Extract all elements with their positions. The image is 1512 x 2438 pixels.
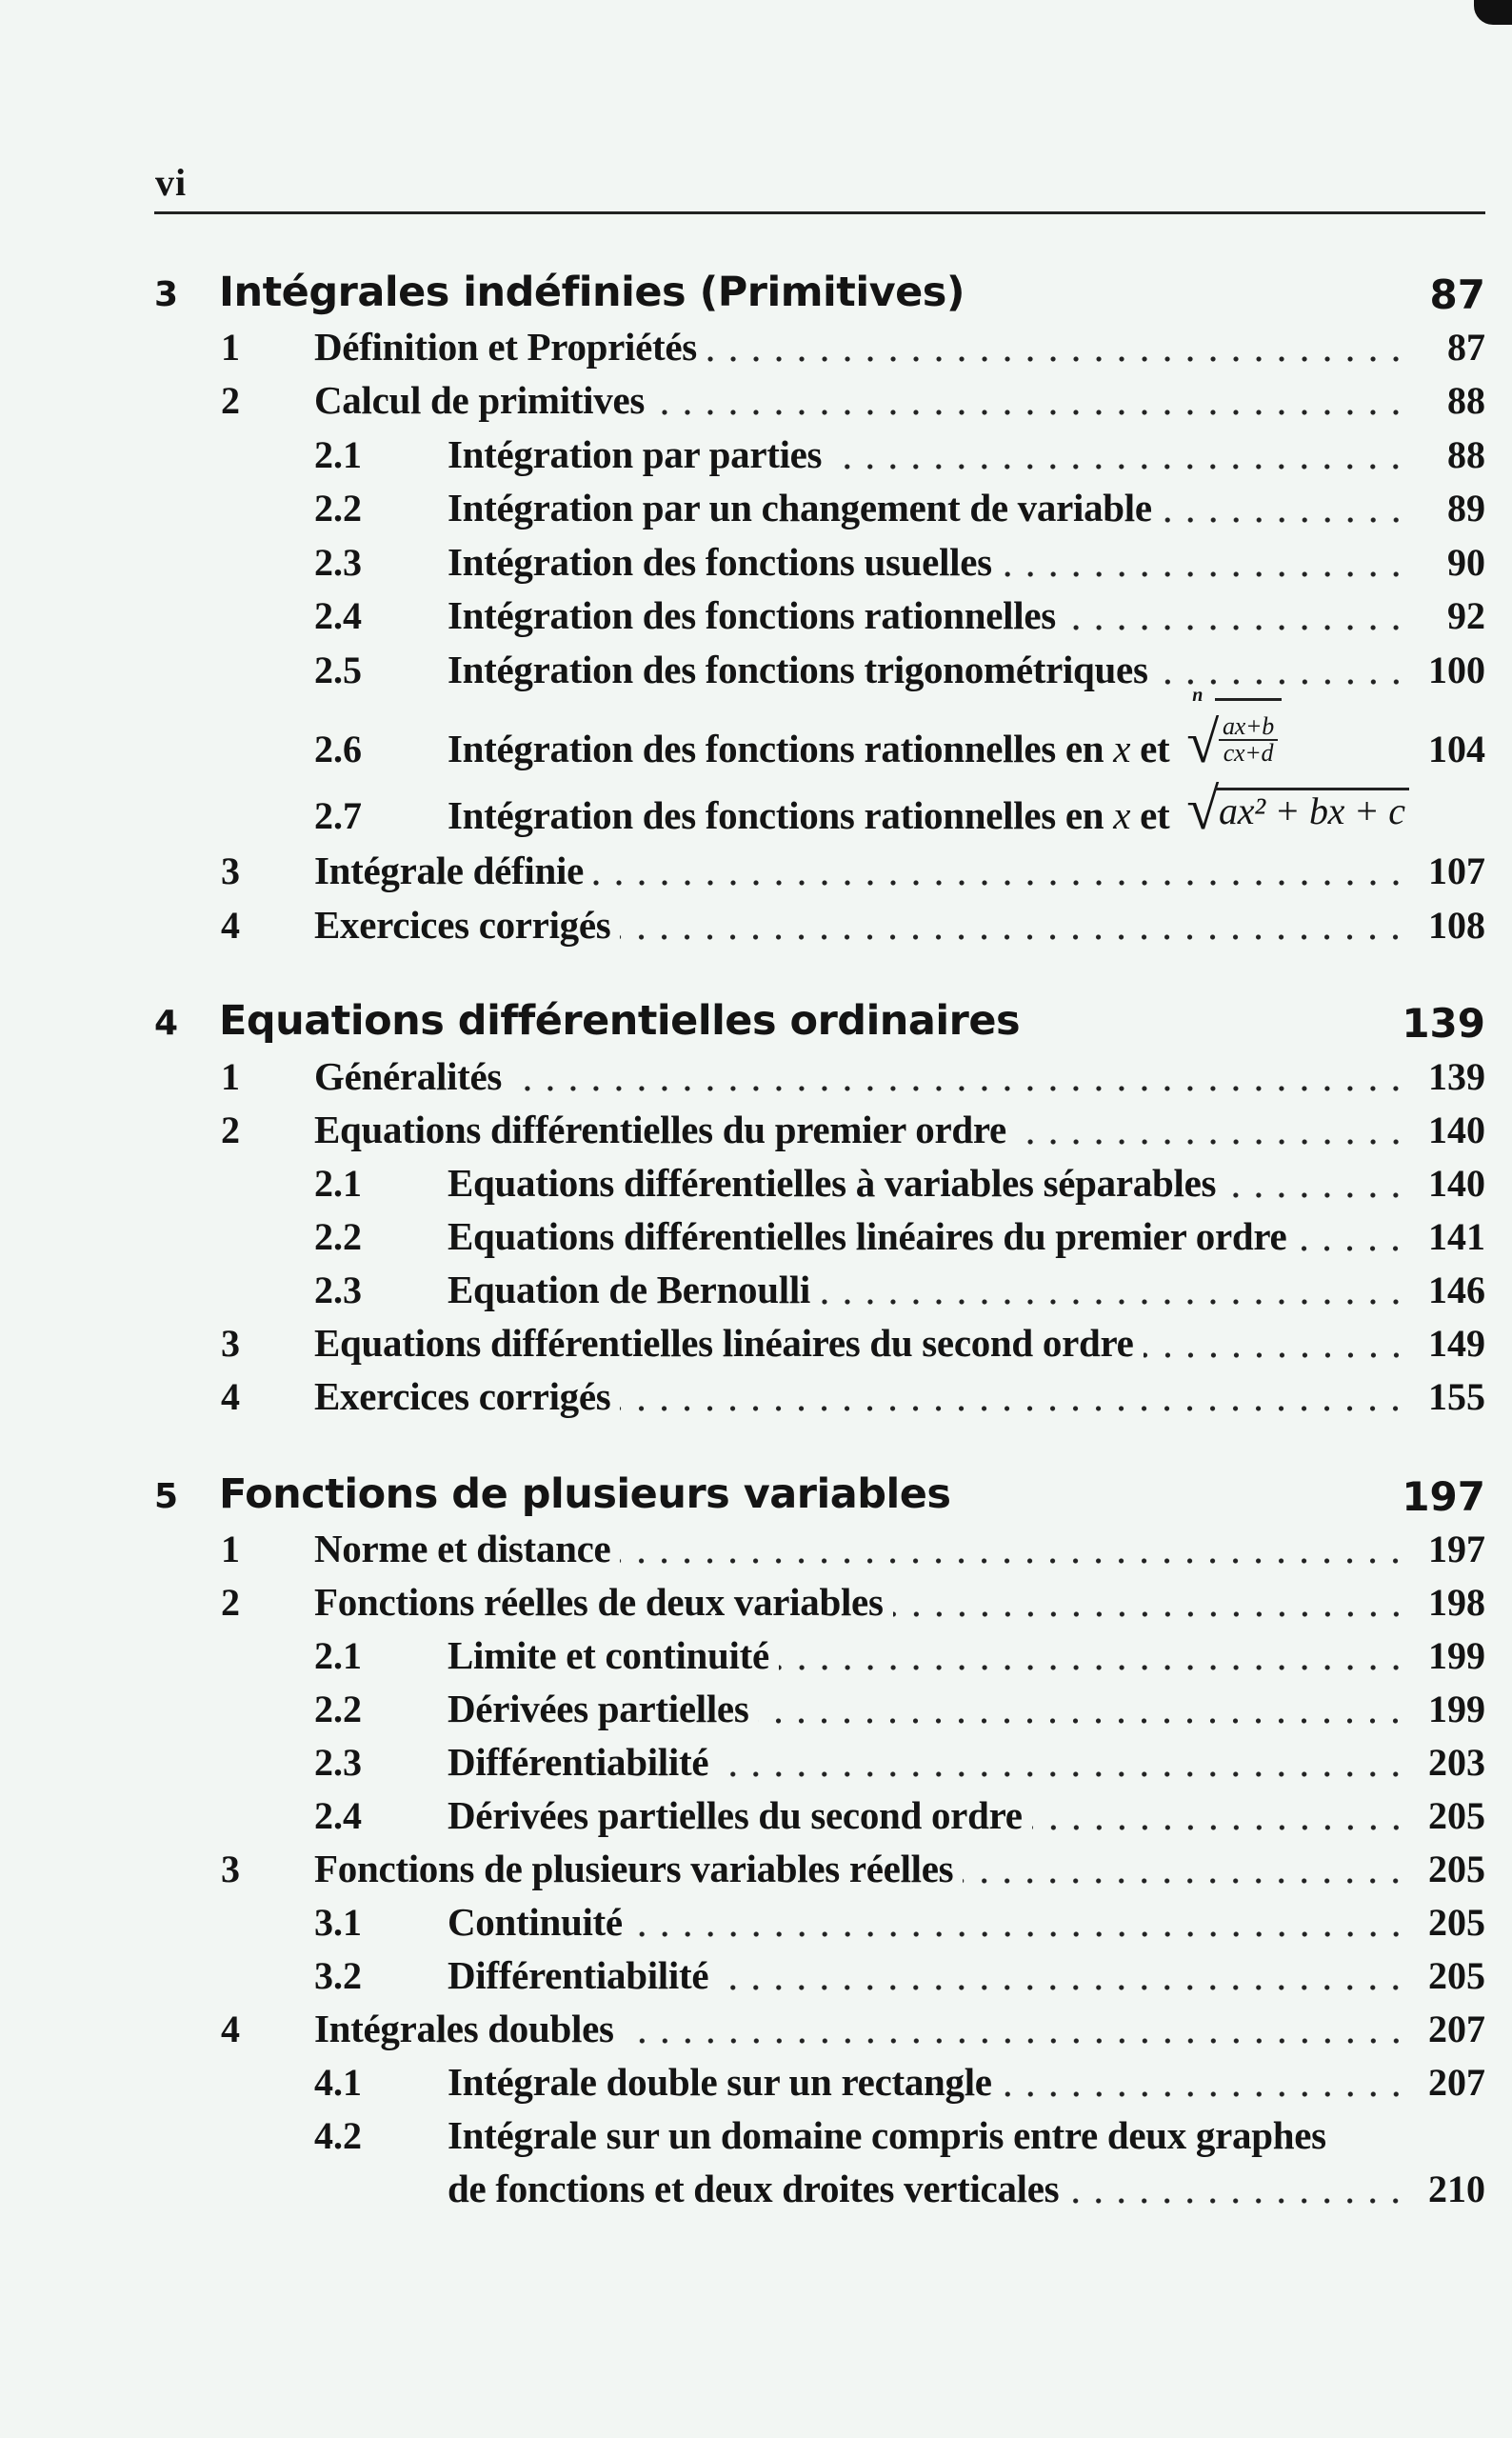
subsection-title: Intégration des fonctions usuelles (448, 540, 992, 584)
subsection-title: Intégration des fonctions rationnelles en x et √ ax² + bx + c (448, 787, 1419, 838)
subsection-page: 205 (1428, 1954, 1485, 1997)
section-number: 4 (221, 904, 240, 947)
toc-subsection (0, 1737, 1512, 1794)
chapter-title: Intégrales indéfinies (Primitives) (219, 269, 965, 316)
toc-subsection (0, 1684, 1512, 1741)
section-number: 2 (221, 379, 240, 422)
section-page: 107 (1428, 849, 1485, 892)
subsection-title: Intégration des fonctions rationnelles (448, 593, 1056, 637)
subsection-title: Intégration par parties (448, 432, 823, 476)
leader-dots (718, 1985, 1407, 1990)
section-page: 139 (1428, 1055, 1485, 1098)
leader-dots (593, 880, 1407, 886)
leader-dots (831, 464, 1407, 470)
leader-dots (632, 1931, 1407, 1937)
section-title: Intégrale définie (314, 849, 584, 892)
toc-subsection (0, 483, 1512, 540)
toc-subsection (0, 1790, 1512, 1848)
subsection-title: Equations différentielles à variables séparables (448, 1161, 1217, 1205)
leader-dots (779, 1665, 1407, 1670)
leader-dots (1002, 2091, 1407, 2097)
leader-dots (1225, 1192, 1407, 1198)
leader-dots (1032, 1825, 1407, 1830)
subsection-page: 89 (1447, 487, 1485, 530)
section-page: 197 (1428, 1528, 1485, 1570)
math-et: et (1140, 727, 1170, 770)
toc-section (0, 1105, 1512, 1162)
section-page: 198 (1428, 1581, 1485, 1624)
leader-dots (893, 1611, 1407, 1617)
subsection-page: 100 (1428, 649, 1485, 691)
section-title: Intégrales doubles (314, 2007, 614, 2050)
leader-dots (718, 1771, 1407, 1777)
leader-dots (620, 934, 1407, 940)
subsection-title-continued: de fonctions et deux droites verticales (448, 2167, 1060, 2210)
chapter-page: 87 (1429, 271, 1485, 318)
leader-dots (1065, 625, 1407, 630)
subsection-title: Différentiabilité (448, 1953, 709, 1997)
toc-subsection (0, 1897, 1512, 1954)
subsection-page: 210 (1428, 2168, 1485, 2210)
toc-section (0, 1844, 1512, 1901)
leader-dots (1068, 2198, 1407, 2204)
toc-subsection (0, 1211, 1512, 1269)
subsection-number: 2.3 (314, 541, 362, 584)
nth-root-expression: n √ $\frac{ax+b}{cx+d}$ (1186, 698, 1282, 766)
subsection-page: 92 (1447, 594, 1485, 637)
section-number: 4 (221, 1375, 240, 1418)
subsection-title: Intégration des fonctions trigonométriques (448, 648, 1148, 691)
section-page: 205 (1428, 1848, 1485, 1890)
subsection-title: Equations différentielles linéaires du premier ordre (448, 1214, 1287, 1258)
section-title: Norme et distance (314, 1527, 611, 1570)
subsection-page: 88 (1447, 433, 1485, 476)
toc-section (0, 322, 1512, 379)
toc-chapter-3 (0, 267, 1512, 324)
chapter-title: Fonctions de plusieurs variables (219, 1470, 951, 1518)
subsection-number: 2.1 (314, 1162, 362, 1205)
subsection-title: Différentiabilité (448, 1740, 709, 1784)
subsection-page: 90 (1447, 541, 1485, 584)
subsection-number: 4.2 (314, 2114, 362, 2157)
toc-section (0, 2004, 1512, 2061)
subsection-number: 3.2 (314, 1954, 362, 1997)
section-number: 3 (221, 1322, 240, 1365)
toc-subsection (0, 1630, 1512, 1688)
leader-dots (1016, 1139, 1407, 1145)
leader-dots (511, 1086, 1407, 1091)
subsection-number: 2.2 (314, 1688, 362, 1730)
subsection-number: 2.2 (314, 487, 362, 530)
chapter-number: 4 (154, 1004, 179, 1043)
subsection-number: 2.6 (314, 728, 362, 770)
subsection-page: 205 (1428, 1794, 1485, 1837)
subsection-page: 140 (1428, 1162, 1485, 1205)
chapter-page: 197 (1402, 1473, 1485, 1520)
toc-subsection (0, 1265, 1512, 1322)
leader-dots (1162, 517, 1407, 523)
math-et: et (1140, 793, 1170, 837)
section-number: 3 (221, 849, 240, 892)
math-variable: x (1113, 727, 1131, 770)
toc-subsection-line1 (0, 2110, 1512, 2168)
leader-dots (1002, 571, 1407, 577)
subsection-page: 207 (1428, 2061, 1485, 2104)
section-title: Exercices corrigés (314, 903, 611, 947)
toc-subsection (0, 1950, 1512, 2008)
toc-subsection (0, 537, 1512, 594)
toc-chapter-5 (0, 1469, 1512, 1526)
subsection-title: Intégrale sur un domaine compris entre deux graphes (448, 2113, 1326, 2157)
subsection-number: 2.4 (314, 1794, 362, 1837)
subsection-number: 2.7 (314, 794, 362, 837)
subsection-title: Intégrale double sur un rectangle (448, 2060, 992, 2104)
leader-dots (620, 1406, 1407, 1411)
subsection-title: Dérivées partielles (448, 1687, 749, 1730)
section-title: Exercices corrigés (314, 1374, 611, 1418)
subsection-title: Continuité (448, 1900, 623, 1944)
math-variable: x (1113, 793, 1131, 837)
chapter-number: 5 (154, 1477, 179, 1516)
leader-dots (758, 1718, 1407, 1724)
section-number: 2 (221, 1109, 240, 1151)
toc-subsection (0, 685, 1512, 781)
subsection-title: Intégration des fonctions rationnelles en x et n √ $\frac{ax+b}{cx+d}$ (448, 698, 1291, 771)
subsection-page: 199 (1428, 1688, 1485, 1730)
subsection-number: 2.2 (314, 1215, 362, 1258)
section-page: 140 (1428, 1109, 1485, 1151)
toc-subsection (0, 590, 1512, 648)
subsection-number: 2.3 (314, 1269, 362, 1311)
subsection-title: Intégration par un changement de variable (448, 486, 1152, 530)
leader-dots (624, 2038, 1407, 2044)
toc-section (0, 1318, 1512, 1375)
section-number: 1 (221, 326, 240, 369)
subsection-page: 203 (1428, 1741, 1485, 1784)
subsection-number: 4.1 (314, 2061, 362, 2104)
section-title: Fonctions réelles de deux variables (314, 1580, 884, 1624)
toc-chapter-4 (0, 995, 1512, 1052)
subsection-title: Limite et continuité (448, 1633, 769, 1677)
section-page: 87 (1447, 326, 1485, 369)
toc-subsection (0, 777, 1512, 848)
section-page: 88 (1447, 379, 1485, 422)
subsection-page: 141 (1428, 1215, 1485, 1258)
subsection-page: 104 (1428, 728, 1485, 770)
toc-section (0, 1051, 1512, 1109)
subsection-title: Dérivées partielles du second ordre (448, 1793, 1023, 1837)
subsection-page: 146 (1428, 1269, 1485, 1311)
subsection-number: 2.3 (314, 1741, 362, 1784)
toc-subsection (0, 1158, 1512, 1215)
subsection-number: 2.5 (314, 649, 362, 691)
toc-subsection-line2 (0, 2164, 1512, 2221)
section-page: 108 (1428, 904, 1485, 947)
section-number: 4 (221, 2008, 240, 2050)
page-number: vi (155, 161, 188, 204)
chapter-title: Equations différentielles ordinaires (219, 997, 1021, 1045)
toc-section (0, 1577, 1512, 1634)
subsection-page: 205 (1428, 1901, 1485, 1944)
section-number: 1 (221, 1055, 240, 1098)
section-title: Généralités (314, 1054, 503, 1098)
subsection-page: 199 (1428, 1634, 1485, 1677)
toc-section (0, 900, 1512, 957)
chapter-number: 3 (154, 275, 179, 314)
section-number: 3 (221, 1848, 240, 1890)
toc-subsection (0, 2057, 1512, 2114)
leader-dots (706, 356, 1407, 362)
section-title: Définition et Propriétés (314, 325, 697, 369)
section-title: Calcul de primitives (314, 378, 646, 422)
leader-dots (1296, 1246, 1407, 1251)
leader-dots (654, 410, 1407, 415)
leader-dots (620, 1558, 1407, 1564)
toc-subsection (0, 645, 1512, 702)
subsection-title: Equation de Bernoulli (448, 1268, 811, 1311)
chapter-page: 139 (1402, 1000, 1485, 1047)
section-title: Equations différentielles linéaires du second ordre (314, 1321, 1134, 1365)
leader-dots (1144, 1352, 1407, 1358)
toc-subsection (0, 430, 1512, 487)
section-number: 2 (221, 1581, 240, 1624)
subsection-number: 3.1 (314, 1901, 362, 1944)
section-title: Fonctions de plusieurs variables réelles (314, 1847, 954, 1890)
subsection-number: 2.4 (314, 594, 362, 637)
section-page: 207 (1428, 2008, 1485, 2050)
leader-dots (963, 1878, 1407, 1884)
toc-section (0, 1371, 1512, 1429)
toc-section (0, 1524, 1512, 1581)
section-page: 155 (1428, 1375, 1485, 1418)
leader-dots (820, 1299, 1407, 1305)
subsection-number: 2.1 (314, 1634, 362, 1677)
section-number: 1 (221, 1528, 240, 1570)
toc-section (0, 846, 1512, 903)
subsection-number: 2.1 (314, 433, 362, 476)
section-title: Equations différentielles du premier ordre (314, 1108, 1006, 1151)
toc-section (0, 375, 1512, 432)
section-page: 149 (1428, 1322, 1485, 1365)
square-root-expression: √ ax² + bx + c (1186, 787, 1408, 832)
